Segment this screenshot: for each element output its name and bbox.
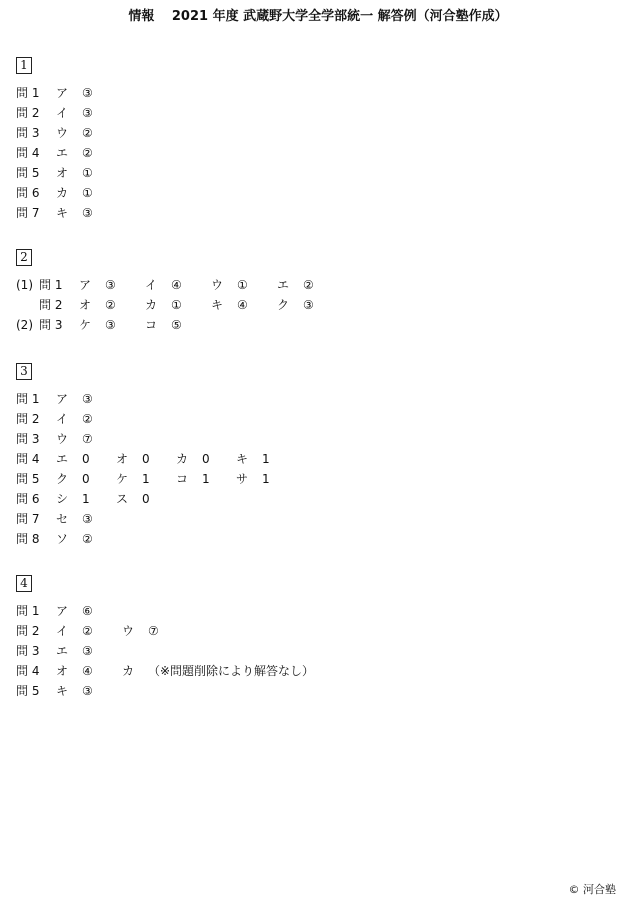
- answer-row: [16, 661, 314, 681]
- section-3: [16, 363, 296, 549]
- answer-key: ア: [79, 278, 92, 292]
- page-title: 情報 2021 年度 武蔵野大学全学部統一 解答例（河合塾作成）: [128, 9, 508, 24]
- answer-value: 1: [202, 472, 210, 486]
- question-label: 問 7: [16, 206, 40, 220]
- answer-key: イ: [145, 278, 158, 292]
- question-label: 問 5: [16, 472, 40, 486]
- answer-value: 0: [142, 492, 150, 506]
- answer-key: オ: [56, 166, 69, 180]
- answer-key: ク: [277, 298, 290, 312]
- question-label: 問 4: [16, 664, 40, 678]
- question-label: 問 6: [16, 186, 40, 200]
- question-label: 問 4: [16, 146, 40, 160]
- answer-key: イ: [56, 106, 69, 120]
- question-label: 問 2: [16, 412, 40, 426]
- section-number: 2: [16, 249, 32, 266]
- answer-key: オ: [116, 452, 129, 466]
- question-label: 問 1: [16, 392, 40, 406]
- answer-key: ク: [56, 472, 69, 486]
- answer-key: カ: [145, 298, 158, 312]
- answer-value: ①: [237, 278, 248, 292]
- part-label: (2): [16, 318, 33, 332]
- answer-row: [16, 409, 296, 429]
- answer-key: ケ: [116, 472, 129, 486]
- question-label: 問 5: [16, 166, 40, 180]
- answer-key: カ: [122, 664, 135, 678]
- answer-row: [16, 509, 296, 529]
- question-label: 問 2: [39, 298, 63, 312]
- answer-key: エ: [277, 278, 290, 292]
- question-label: 問 2: [16, 106, 40, 120]
- answer-key: カ: [56, 186, 69, 200]
- answer-row: [16, 83, 122, 103]
- answer-row: [16, 429, 296, 449]
- answer-key: ア: [56, 86, 69, 100]
- answer-key: サ: [236, 472, 249, 486]
- answer-key: カ: [176, 452, 189, 466]
- answer-key: キ: [236, 452, 249, 466]
- answer-key: エ: [56, 146, 69, 160]
- answer-value: 1: [82, 492, 90, 506]
- answer-row: [16, 203, 122, 223]
- answer-key: ス: [116, 492, 129, 506]
- answer-value: 0: [82, 452, 90, 466]
- answer-value: 1: [142, 472, 150, 486]
- answer-row: [16, 163, 122, 183]
- answer-row: [16, 143, 122, 163]
- answer-value: ③: [82, 86, 93, 100]
- answer-row: [16, 469, 296, 489]
- part-label: (1): [16, 278, 33, 292]
- answer-key: イ: [56, 412, 69, 426]
- answer-key: オ: [56, 664, 69, 678]
- answer-key: ア: [56, 604, 69, 618]
- question-label: 問 3: [39, 318, 63, 332]
- answer-row: [16, 681, 314, 701]
- answer-row: [16, 449, 296, 469]
- answer-note: （※問題削除により解答なし）: [148, 664, 315, 678]
- answer-value: 0: [82, 472, 90, 486]
- answer-row: [16, 641, 314, 661]
- answer-value: 1: [262, 472, 270, 486]
- answer-row: [16, 295, 343, 315]
- answer-value: ⑥: [82, 604, 93, 618]
- answer-row: [16, 183, 122, 203]
- answer-key: ア: [56, 392, 69, 406]
- answer-key: ケ: [79, 318, 92, 332]
- answer-value: ①: [82, 186, 93, 200]
- answer-value: ⑦: [82, 432, 93, 446]
- answer-key: ウ: [122, 624, 135, 638]
- answer-value: 1: [262, 452, 270, 466]
- answer-row: [16, 601, 314, 621]
- answer-value: ②: [303, 278, 314, 292]
- answer-value: ②: [82, 412, 93, 426]
- answer-key: ウ: [211, 278, 224, 292]
- answer-key: ウ: [56, 432, 69, 446]
- answer-key: キ: [56, 684, 69, 698]
- answer-value: ④: [171, 278, 182, 292]
- answer-key: ウ: [56, 126, 69, 140]
- answer-row: [16, 389, 296, 409]
- answer-key: エ: [56, 644, 69, 658]
- answer-key: セ: [56, 512, 69, 526]
- section-number: 3: [16, 363, 32, 380]
- copyright: © 河合塾: [568, 883, 616, 896]
- section-4: [16, 575, 314, 701]
- answer-key: イ: [56, 624, 69, 638]
- answer-value: ②: [82, 126, 93, 140]
- answer-key: コ: [145, 318, 158, 332]
- answer-value: ③: [82, 206, 93, 220]
- question-label: 問 3: [16, 126, 40, 140]
- section-number: 1: [16, 57, 32, 74]
- answer-row: [16, 275, 343, 295]
- answer-value: ⑦: [148, 624, 159, 638]
- section-1: [16, 57, 122, 223]
- answer-value: ③: [82, 644, 93, 658]
- answer-value: ③: [82, 684, 93, 698]
- answer-value: ③: [82, 392, 93, 406]
- answer-row: [16, 621, 314, 641]
- section-2: [16, 249, 343, 335]
- question-label: 問 7: [16, 512, 40, 526]
- answer-row: [16, 103, 122, 123]
- answer-value: ③: [105, 278, 116, 292]
- question-label: 問 3: [16, 644, 40, 658]
- section-number: 4: [16, 575, 32, 592]
- question-label: 問 1: [16, 604, 40, 618]
- question-label: 問 1: [39, 278, 63, 292]
- answer-value: ③: [105, 318, 116, 332]
- answer-value: ①: [82, 166, 93, 180]
- answer-key: エ: [56, 452, 69, 466]
- answer-key: キ: [56, 206, 69, 220]
- answer-row: [16, 315, 343, 335]
- question-label: 問 5: [16, 684, 40, 698]
- answer-key: ソ: [56, 532, 69, 546]
- answer-key: キ: [211, 298, 224, 312]
- answer-value: ①: [171, 298, 182, 312]
- answer-row: [16, 529, 296, 549]
- answer-value: ②: [82, 146, 93, 160]
- answer-value: 0: [202, 452, 210, 466]
- answer-row: [16, 489, 296, 509]
- answer-key: オ: [79, 298, 92, 312]
- question-label: 問 1: [16, 86, 40, 100]
- answer-value: 0: [142, 452, 150, 466]
- question-label: 問 4: [16, 452, 40, 466]
- answer-value: ②: [82, 624, 93, 638]
- answer-value: ②: [82, 532, 93, 546]
- answer-key: シ: [56, 492, 69, 506]
- answer-value: ④: [82, 664, 93, 678]
- answer-value: ③: [82, 512, 93, 526]
- question-label: 問 3: [16, 432, 40, 446]
- answer-value: ③: [303, 298, 314, 312]
- question-label: 問 8: [16, 532, 40, 546]
- answer-value: ③: [82, 106, 93, 120]
- question-label: 問 6: [16, 492, 40, 506]
- answer-key: コ: [176, 472, 189, 486]
- answer-value: ②: [105, 298, 116, 312]
- answer-value: ⑤: [171, 318, 182, 332]
- answer-value: ④: [237, 298, 248, 312]
- question-label: 問 2: [16, 624, 40, 638]
- answer-row: [16, 123, 122, 143]
